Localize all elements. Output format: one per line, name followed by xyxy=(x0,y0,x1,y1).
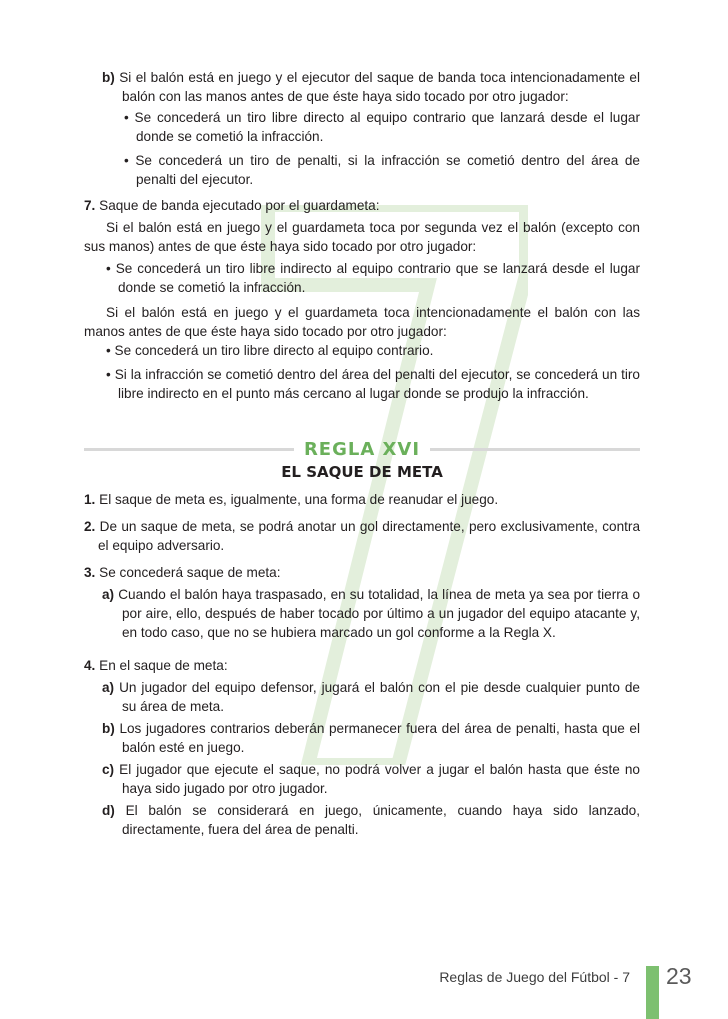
sub-label: d) xyxy=(102,803,115,818)
section-number: 7. xyxy=(84,198,96,213)
bullet-item: • Si la infracción se cometió dentro del área del penalti del ejecutor, se concederá un tiro libre indirecto en el punto más cercano al lugar donde se produjo la infracción. xyxy=(106,367,640,401)
paragraph: Si el balón está en juego y el guardameta toca intencionadamente el balón con las manos antes de que éste haya sido tocado por otro jugador: xyxy=(84,305,640,339)
item-text: De un saque de meta, se podrá anotar un gol directamente, pero exclusivamente, contra el equipo adversario. xyxy=(98,519,640,553)
item-number: 3. xyxy=(84,565,96,580)
rule-subtitle: EL SAQUE DE META xyxy=(281,463,443,481)
section-title: Saque de banda ejecutado por el guardameta: xyxy=(99,198,380,213)
rule-heading xyxy=(84,439,640,461)
sub-item xyxy=(84,801,640,839)
sub-label: a) xyxy=(102,680,115,695)
page-number: 23 xyxy=(666,963,692,989)
bullet-item: • Se concederá un tiro libre directo al equipo contrario que lanzará desde el lugar donde se cometió la infracción. xyxy=(124,110,640,144)
bullet-item: • Se concederá un tiro de penalti, si la infracción se cometió dentro del área de penalti del ejecutor. xyxy=(124,153,640,187)
numbered-item xyxy=(84,656,640,675)
sub-text: Los jugadores contrarios deberán permanecer fuera del área de penalti, hasta que el balón esté en juego. xyxy=(119,721,640,755)
sub-item xyxy=(84,585,640,642)
paragraph: Si el balón está en juego y el guardameta toca por segunda vez el balón (excepto con sus manos) antes de que éste haya sido tocado por otro jugador: xyxy=(84,220,640,254)
footer-title: Reglas de Juego del Fútbol - 7 xyxy=(439,969,630,985)
footer-accent-bar xyxy=(646,966,659,1019)
sub-item xyxy=(84,760,640,798)
bullet-item: • Se concederá un tiro libre indirecto al equipo contrario que se lanzará desde el lugar donde se cometió la infracción. xyxy=(106,261,640,295)
numbered-item xyxy=(84,490,640,509)
sub-item xyxy=(84,678,640,716)
item-label: b) xyxy=(102,70,115,85)
item-b xyxy=(84,68,640,106)
item-text: El saque de meta es, igualmente, una forma de reanudar el juego. xyxy=(99,492,499,507)
sub-text: Cuando el balón haya traspasado, en su totalidad, la línea de meta ya sea por tierra o por aire, ello, después de haber tocado por último a un jugador del equipo atacante y, en todo caso, que no se hubiera marcado un gol conforme a la Regla X. xyxy=(118,587,641,640)
page-body xyxy=(84,68,640,839)
sub-text: El jugador que ejecute el saque, no podrá volver a jugar el balón hasta que éste no haya sido jugado por otro jugador. xyxy=(119,762,640,796)
bullet-item: • Se concederá un tiro libre directo al equipo contrario. xyxy=(106,343,434,358)
sub-text: Un jugador del equipo defensor, jugará el balón con el pie desde cualquier punto de su área de meta. xyxy=(119,680,640,714)
sub-text: El balón se considerará en juego, únicamente, cuando haya sido lanzado, directamente, fuera del área de penalti. xyxy=(122,803,641,837)
item-number: 4. xyxy=(84,658,96,673)
numbered-item xyxy=(84,563,640,582)
item-number: 2. xyxy=(84,519,96,534)
sub-item xyxy=(84,719,640,757)
rule-title: REGLA XVI xyxy=(303,439,421,460)
item-text: En el saque de meta: xyxy=(99,658,228,673)
numbered-item xyxy=(84,517,640,555)
sub-label: b) xyxy=(102,721,115,736)
item-text: Si el balón está en juego y el ejecutor del saque de banda toca intencionadamente el balón con las manos antes de que éste haya sido tocado por otro jugador: xyxy=(119,70,640,104)
item-number: 1. xyxy=(84,492,96,507)
item-text: Se concederá saque de meta: xyxy=(99,565,281,580)
sub-label: a) xyxy=(102,587,115,602)
sub-label: c) xyxy=(102,762,115,777)
section-7-heading xyxy=(84,196,640,215)
